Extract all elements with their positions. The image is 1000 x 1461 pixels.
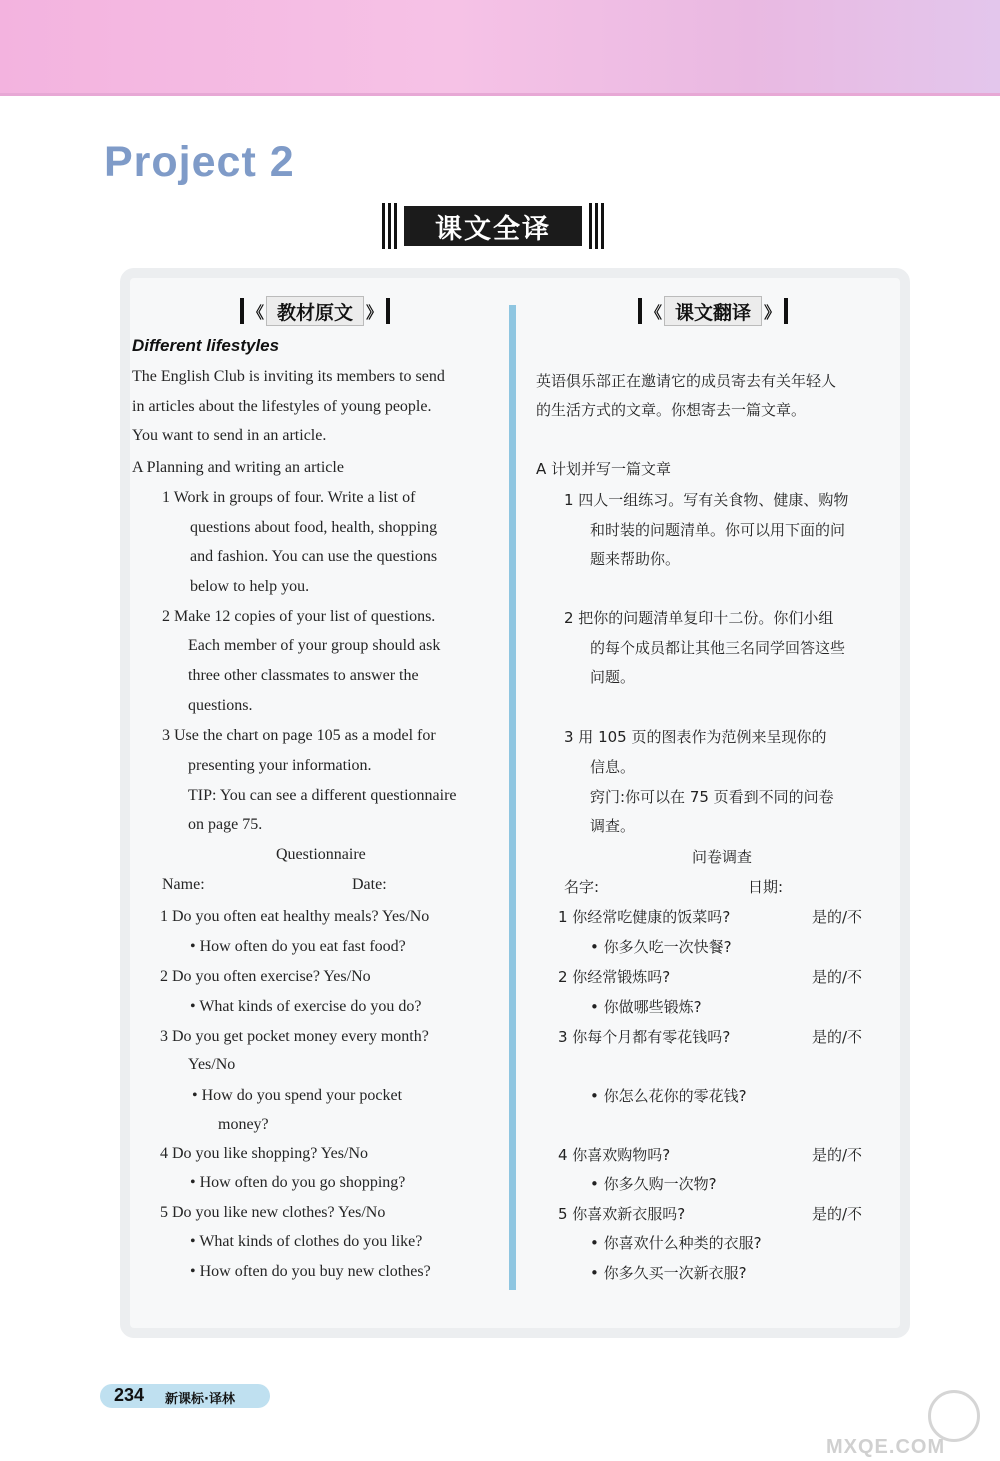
left-line: and fashion. You can use the questions	[190, 548, 438, 565]
left-line: • How do you spend your pocket	[192, 1087, 403, 1104]
left-line: • What kinds of exercise do you do?	[190, 998, 422, 1015]
banner-right-bars	[589, 203, 604, 249]
right-line: • 你多久购一次物?	[590, 1175, 717, 1193]
answer-yes-no: 是的/不	[812, 968, 863, 986]
name-label-cn: 名字:	[564, 878, 600, 896]
date-label: Date:	[352, 876, 387, 893]
right-line: 3 用 105 页的图表作为范例来呈现你的	[564, 728, 827, 746]
page-number: 234	[114, 1385, 145, 1405]
right-line: 4 你喜欢购物吗?	[558, 1146, 671, 1164]
left-line: below to help you.	[190, 578, 310, 595]
right-line: 5 你喜欢新衣服吗?	[558, 1205, 686, 1223]
left-column-header: 《 教材原文 》	[238, 296, 392, 326]
watermark-text: MXQE.COM	[826, 1436, 946, 1458]
right-line: 的每个成员都让其他三名同学回答这些	[590, 639, 846, 657]
left-line: TIP: You can see a different questionnaire	[188, 787, 457, 804]
date-label-cn: 日期:	[748, 878, 784, 896]
project-title: Project 2	[104, 138, 295, 186]
banner-left-bars	[382, 203, 397, 249]
left-line: in articles about the lifestyles of young people.	[132, 398, 432, 415]
left-line: money?	[218, 1116, 269, 1133]
name-label: Name:	[162, 876, 205, 893]
right-line: 3 你每个月都有零花钱吗?	[558, 1028, 731, 1046]
right-line: 2 你经常锻炼吗?	[558, 968, 671, 986]
left-line: 2 Make 12 copies of your list of questions.	[162, 608, 436, 625]
answer-yes-no: 是的/不	[812, 908, 863, 926]
right-line: 调查。	[590, 817, 636, 835]
right-line: 1 四人一组练习。写有关食物、健康、购物	[564, 491, 849, 509]
left-line: three other classmates to answer the	[188, 667, 419, 684]
left-line: • How often do you go shopping?	[190, 1174, 406, 1191]
left-line: questions about food, health, shopping	[190, 519, 438, 536]
left-line: on page 75.	[188, 816, 263, 833]
left-column-label: 教材原文	[266, 296, 364, 326]
answer-yes-no: 是的/不	[812, 1028, 863, 1046]
left-line: 1 Do you often eat healthy meals? Yes/No	[160, 908, 430, 925]
left-line: • How often do you buy new clothes?	[190, 1263, 431, 1280]
left-line: Yes/No	[188, 1056, 236, 1073]
column-divider	[509, 305, 516, 1290]
right-line: 的生活方式的文章。你想寄去一篇文章。	[536, 401, 807, 419]
answer-yes-no: 是的/不	[812, 1146, 863, 1164]
questionnaire-heading: Questionnaire	[276, 846, 366, 863]
left-line: 2 Do you often exercise? Yes/No	[160, 968, 371, 985]
right-line: 2 把你的问题清单复印十二份。你们小组	[564, 609, 834, 627]
left-line: presenting your information.	[188, 757, 372, 774]
left-line: 1 Work in groups of four. Write a list of	[162, 489, 416, 506]
right-line: 1 你经常吃健康的饭菜吗?	[558, 908, 731, 926]
answer-yes-no: 是的/不	[812, 1205, 863, 1223]
left-line: Each member of your group should ask	[188, 637, 441, 654]
left-line: The English Club is inviting its members to send	[132, 368, 445, 385]
left-line: 3 Use the chart on page 105 as a model for	[162, 727, 436, 744]
left-line: • How often do you eat fast food?	[190, 938, 406, 955]
right-line: 信息。	[590, 758, 636, 776]
right-line: 英语俱乐部正在邀请它的成员寄去有关年轻人	[536, 372, 837, 390]
right-line: • 你多久吃一次快餐?	[590, 938, 732, 956]
right-line: • 你怎么花你的零花钱?	[590, 1087, 747, 1105]
right-column-header: 《 课文翻译 》	[636, 296, 790, 326]
left-line: 5 Do you like new clothes? Yes/No	[160, 1204, 386, 1221]
right-line: • 你做哪些锻炼?	[590, 998, 702, 1016]
right-line: 和时装的问题清单。你可以用下面的问	[590, 521, 846, 539]
questionnaire-heading-cn: 问卷调查	[692, 848, 753, 866]
right-line: • 你多久买一次新衣服?	[590, 1264, 747, 1282]
right-line: 题来帮助你。	[590, 550, 681, 568]
right-line: 窍门:你可以在 75 页看到不同的问卷	[590, 788, 834, 806]
left-line: 4 Do you like shopping? Yes/No	[160, 1145, 369, 1162]
left-line: questions.	[188, 697, 253, 714]
left-line: • What kinds of clothes do you like?	[190, 1233, 423, 1250]
book-name: 新课标·译林	[165, 1392, 235, 1407]
right-line: A 计划并写一篇文章	[536, 460, 672, 478]
left-line: A Planning and writing an article	[132, 459, 344, 476]
section-title: 课文全译	[404, 206, 582, 246]
top-decorative-band	[0, 0, 1000, 96]
right-line: 问题。	[590, 668, 636, 686]
section-banner	[382, 203, 632, 249]
article-title: Different lifestyles	[132, 336, 280, 355]
right-line: • 你喜欢什么种类的衣服?	[590, 1234, 762, 1252]
right-column-label: 课文翻译	[664, 296, 762, 326]
left-line: You want to send in an article.	[132, 427, 327, 444]
left-line: 3 Do you get pocket money every month?	[160, 1028, 429, 1045]
